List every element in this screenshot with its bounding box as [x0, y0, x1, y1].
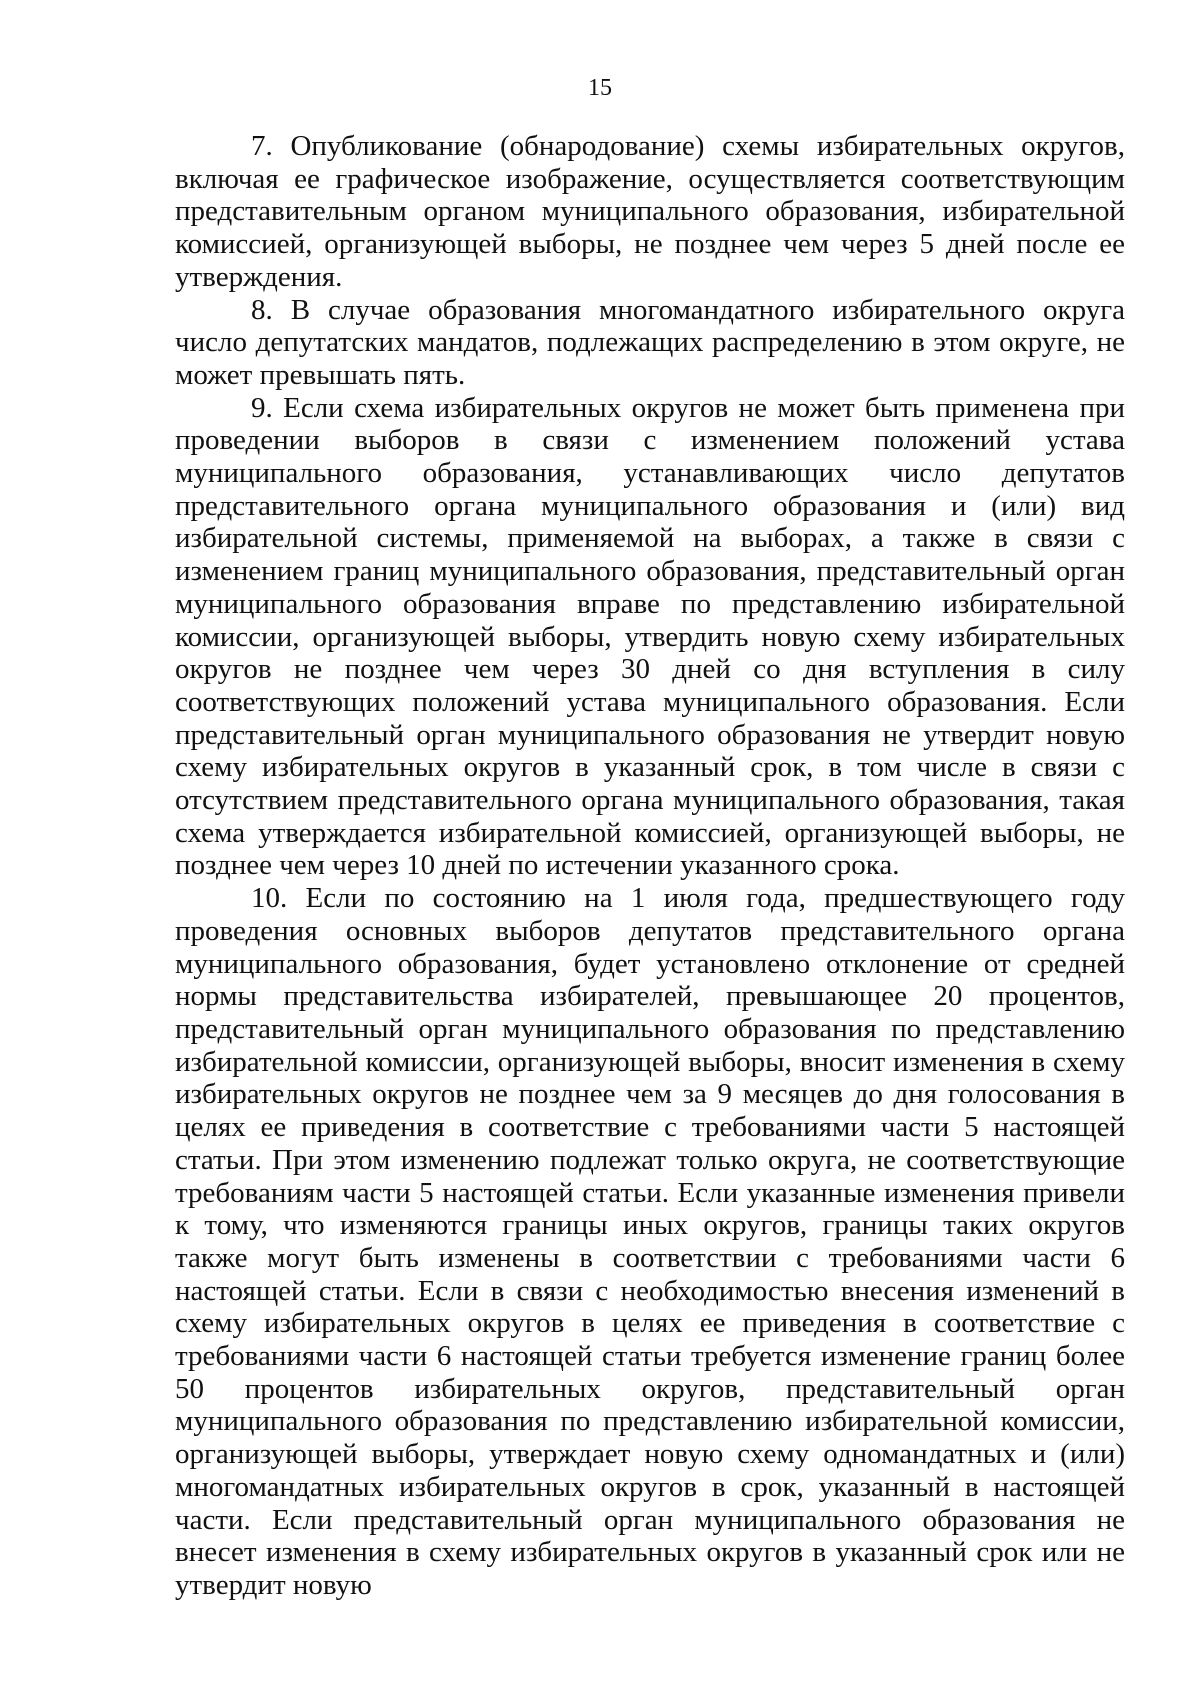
document-body	[175, 130, 1125, 1602]
paragraph-9: 9. Если схема избирательных округов не может быть применена при проведении выборов в связи с изменением положений устава муниципального образования, устанавливающих число депутатов представительного органа муниципального образования и (или) вид избирательной системы, применяемой на выборах, а также в связи с изменением границ муниципального образования, представительный орган муниципального образования вправе по представлению избирательной комиссии, организующей выборы, утвердить новую схему избирательных округов не позднее чем через 30 дней со дня вступления в силу соответствующих положений устава муниципального образования. Если представительный орган муниципального образования не утвердит новую схему избирательных округов в указанный срок, в том числе в связи с отсутствием представительного органа муниципального образования, такая схема утверждается избирательной комиссией, организующей выборы, не позднее чем через 10 дней по истечении указанного срока.	[175, 391, 1125, 882]
page-number: 15	[588, 75, 612, 101]
paragraph-8: 8. В случае образования многомандатного избирательного округа число депутатских мандатов, подлежащих распределению в этом округе, не может превышать пять.	[175, 293, 1125, 391]
paragraph-7: 7. Опубликование (обнародование) схемы избирательных округов, включая ее графическое изображение, осуществляется соответствующим представительным органом муниципального образования, избирательной комиссией, организующей выборы, не позднее чем через 5 дней после ее утверждения.	[175, 130, 1125, 293]
paragraph-10: 10. Если по состоянию на 1 июля года, предшествующего году проведения основных выборов депутатов представительного органа муниципального образования, будет установлено отклонение от средней нормы представительства избирателей, превышающее 20 процентов, представительный орган муниципального образования по представлению избирательной комиссии, организующей выборы, вносит изменения в схему избирательных округов не позднее чем за 9 месяцев до дня голосования в целях ее приведения в соответствие с требованиями части 5 настоящей статьи. При этом изменению подлежат только округа, не соответствующие требованиям части 5 настоящей статьи. Если указанные изменения привели к тому, что изменяются границы иных округов, границы таких округов также могут быть изменены в соответствии с требованиями части 6 настоящей статьи. Если в связи с необходимостью внесения изменений в схему избирательных округов в целях ее приведения в соответствие с требованиями части 6 настоящей статьи требуется изменение границ более 50 процентов избирательных округов, представительный орган муниципального образования по представлению избирательной комиссии, организующей выборы, утверждает новую схему одномандатных и (или) многомандатных избирательных округов в срок, указанный в настоящей части. Если представительный орган муниципального образования не внесет изменения в схему избирательных округов в указанный срок или не утвердит новую	[175, 882, 1125, 1601]
